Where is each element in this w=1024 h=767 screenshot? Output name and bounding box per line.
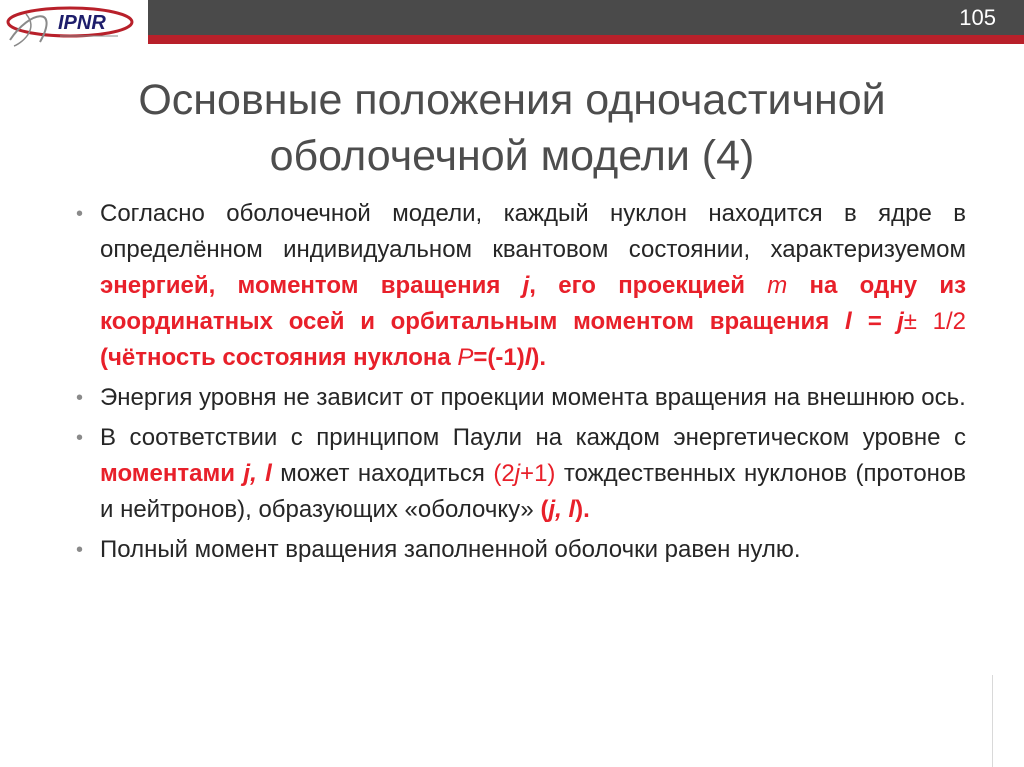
formula-part: =(-1) xyxy=(473,344,525,371)
bullet-item-2 xyxy=(76,380,966,416)
bullet-item-3 xyxy=(76,420,966,528)
symbol-l: l xyxy=(524,344,532,371)
formula-part: (2 xyxy=(493,460,515,487)
text-highlight: на одну из координатных осей и орбитальным моментом вращения xyxy=(100,272,967,335)
formula-part: ± 1/2 xyxy=(903,308,966,335)
text-highlight: энергией, моментом вращения xyxy=(100,272,523,299)
bullet-dot-icon: • xyxy=(76,539,84,561)
text: В соответствии с принципом Паули на каждом энергетическом уровне с xyxy=(100,424,966,451)
text-highlight: (чётность состояния нуклона xyxy=(100,344,458,371)
text: Энергия уровня не зависит от проекции момента вращения на внешнюю ось. xyxy=(100,384,966,411)
text-highlight: моментами xyxy=(100,460,244,487)
svg-text:IPNR: IPNR xyxy=(58,12,106,34)
formula-l: l = j xyxy=(845,308,904,335)
title-line-2: оболочечной модели (4) xyxy=(269,132,755,180)
formula-part: ). xyxy=(531,344,547,371)
symbols-j-l: j, l xyxy=(243,460,272,487)
bullet-item-1 xyxy=(76,196,966,376)
divider xyxy=(992,675,1024,767)
bullet-dot-icon: • xyxy=(76,427,84,449)
slide-title xyxy=(40,72,984,184)
formula-part: ). xyxy=(575,496,590,523)
formula-part: ( xyxy=(540,496,549,523)
title-line-1: Основные положения одночастичной xyxy=(138,76,886,124)
bullet-dot-icon: • xyxy=(76,203,84,225)
ipnr-logo xyxy=(0,0,146,48)
bullet-dot-icon: • xyxy=(76,387,84,409)
header-bar xyxy=(148,0,1024,35)
symbol-p: P xyxy=(457,344,474,371)
slide-number: 105 xyxy=(959,5,996,30)
symbol-j: j xyxy=(514,460,521,487)
text-highlight: , его проекцией xyxy=(529,272,768,299)
header-accent-line xyxy=(148,35,1024,44)
bullet-item-4 xyxy=(76,532,966,568)
bullet-list xyxy=(76,196,966,572)
symbol-j: j xyxy=(522,272,530,299)
symbol-m: m xyxy=(767,272,788,299)
text: Согласно оболочечной модели, каждый нуклон находится в ядре в определённом индивидуальном квантовом состоянии, характеризуемом xyxy=(100,200,966,263)
text: Полный момент вращения заполненной оболочки равен нулю. xyxy=(100,536,801,563)
symbols-j-l: j, l xyxy=(548,496,576,523)
text: тождественных нуклонов (протонов и нейтронов), образующих «оболочку» xyxy=(100,460,967,523)
formula-part: +1) xyxy=(520,460,556,487)
text: может находиться xyxy=(271,460,494,487)
